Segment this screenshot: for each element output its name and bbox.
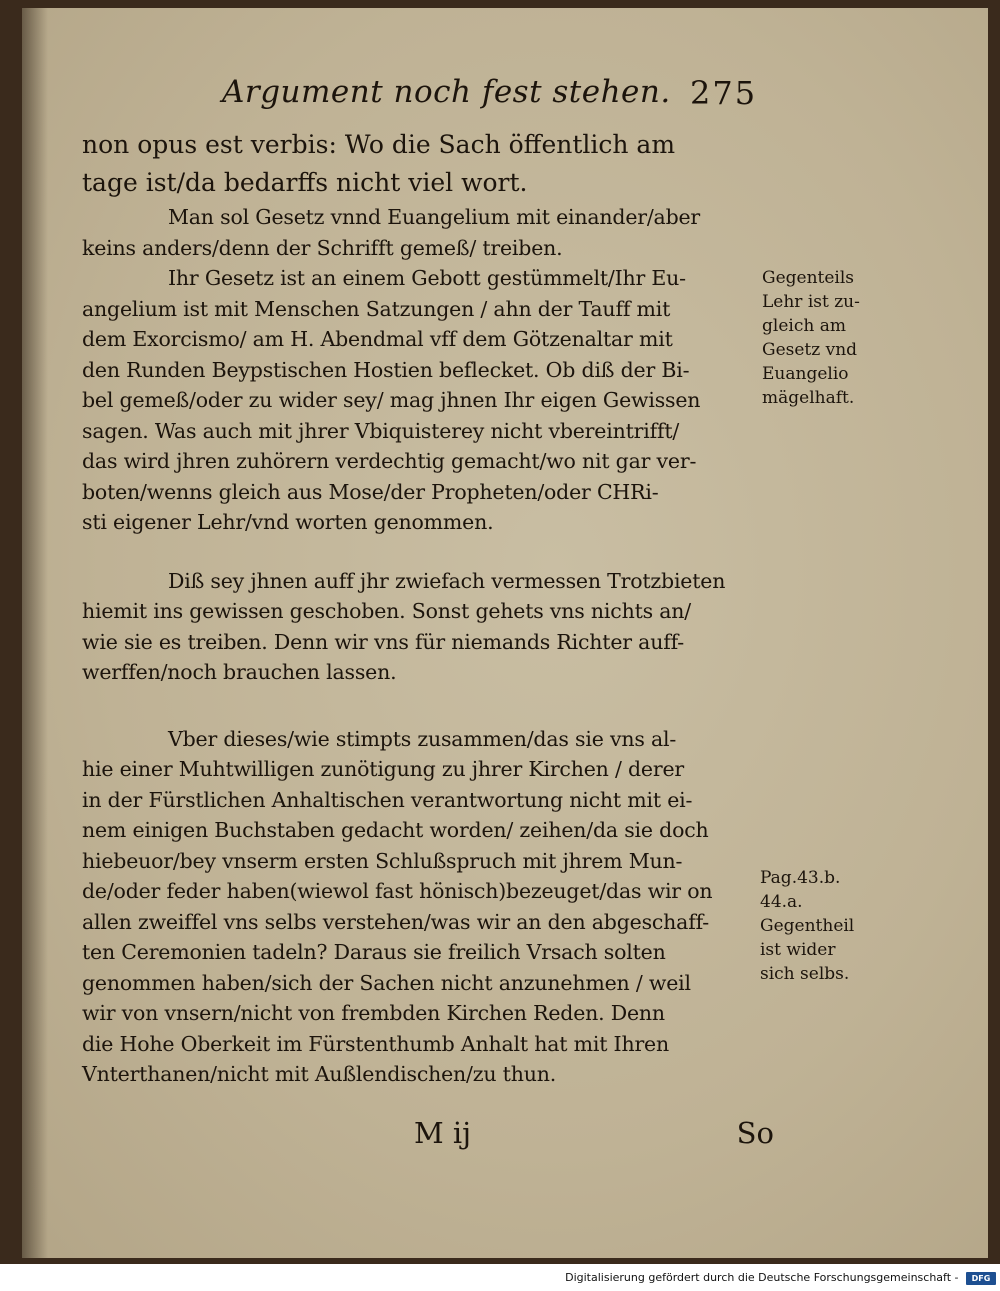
text-line: bel gemeß/oder zu wider sey/ mag jhnen Ihr eigen Gewissen — [82, 388, 701, 412]
text-line: genommen haben/sich der Sachen nicht anzunehmen / weil — [82, 970, 691, 995]
page-number: 275 — [690, 74, 758, 112]
text-line: boten/wenns gleich aus Mose/der Propheten/oder CHRi- — [82, 479, 659, 504]
text-line: Ihr Gesetz ist an einem Gebott gestümmelt/Ihr Eu- — [168, 266, 686, 290]
text-line: Man sol Gesetz vnnd Euangelium mit einander/aber — [168, 205, 701, 229]
text-line: de/oder feder haben(wiewol fast hönisch)bezeuget/das wir on — [82, 879, 713, 903]
text-line: den Runden Beypstischen Hostien beflecket. Ob diß der Bi- — [82, 357, 690, 382]
paragraph-gap — [82, 688, 774, 724]
margin-note — [762, 266, 860, 410]
text-line: die Hohe Oberkeit im Fürstenthumb Anhalt hat mit Ihren — [82, 1031, 669, 1056]
text-line: ten Ceremonien tadeln? Daraus sie freilich Vrsach solten — [82, 940, 666, 964]
margin-note-line: Gegenteils — [762, 268, 855, 288]
running-head: Argument noch fest stehen. — [222, 74, 671, 110]
text-line: keins anders/denn der Schrifft gemeß/ treiben. — [82, 235, 563, 260]
text-line: Vnterthanen/nicht mit Außlendischen/zu thun. — [82, 1062, 557, 1086]
text-line: hiemit ins gewissen geschoben. Sonst gehets vns nichts an/ — [82, 599, 691, 623]
margin-note-line: Euangelio — [762, 364, 849, 384]
text-line: dem Exorcismo/ am H. Abendmal vff dem Götzenaltar mit — [82, 327, 673, 351]
text-line: in der Fürstlichen Anhaltischen verantwortung nicht mit ei- — [82, 787, 693, 812]
book-page — [22, 8, 988, 1258]
text-line: hie einer Muhtwilligen zunötigung zu jhrer Kirchen / derer — [82, 757, 684, 781]
signature-mark: M ij — [414, 1116, 472, 1150]
catchwords-row — [414, 1116, 774, 1156]
binding-shadow — [22, 8, 48, 1258]
text-line: nem einigen Buchstaben gedacht worden/ zeihen/da sie doch — [82, 818, 709, 842]
text-line: Vber dieses/wie stimpts zusammen/das sie vns al- — [168, 726, 677, 751]
margin-note — [760, 866, 854, 986]
text-line: werffen/noch brauchen lassen. — [82, 660, 397, 684]
footer-text: Digitalisierung gefördert durch die Deutsche Forschungsgemeinschaft - — [565, 1271, 959, 1284]
paragraph-gap — [82, 538, 774, 566]
text-line: hiebeuor/bey vnserm ersten Schlußspruch mit jhrem Mun- — [82, 848, 683, 873]
text-line: angelium ist mit Menschen Satzungen / ahn der Tauff mit — [82, 296, 671, 321]
text-line: wir von vnsern/nicht von frembden Kirchen Reden. Denn — [82, 1001, 665, 1025]
text-line: sagen. Was auch mit jhrer Vbiquisterey nicht vbereintrifft/ — [82, 418, 680, 443]
margin-note-line: Gegentheil — [760, 916, 855, 936]
text-line: tage ist/da bedarffs nicht viel wort. — [82, 168, 528, 197]
margin-note-line: Pag.43.b. — [760, 868, 841, 888]
text-line: Diß sey jhnen auff jhr zwiefach vermessen Trotzbieten — [168, 568, 726, 593]
margin-note-line: sich selbs. — [760, 964, 850, 984]
text-line: allen zweiffel vns selbs verstehen/was wir an den abgeschaff- — [82, 909, 709, 934]
margin-note-line: mägelhaft. — [762, 388, 855, 408]
margin-note-line: 44.a. — [760, 892, 803, 912]
funding-footer — [0, 1268, 996, 1288]
dfg-logo-icon: DFG — [966, 1272, 996, 1285]
margin-note-line: Gesetz vnd — [762, 340, 858, 360]
margin-note-line: ist wider — [760, 940, 836, 960]
text-line: das wird jhren zuhörern verdechtig gemacht/wo nit gar ver- — [82, 449, 697, 473]
catchword: So — [736, 1116, 774, 1150]
text-line: non opus est verbis: Wo die Sach öffentlich am — [82, 130, 676, 159]
text-line: wie sie es treiben. Denn wir vns für niemands Richter auff- — [82, 629, 684, 654]
text-line: sti eigener Lehr/vnd worten genommen. — [82, 510, 494, 534]
margin-note-line: gleich am — [762, 316, 846, 336]
body-text — [82, 126, 774, 1090]
margin-note-line: Lehr ist zu- — [762, 292, 860, 312]
